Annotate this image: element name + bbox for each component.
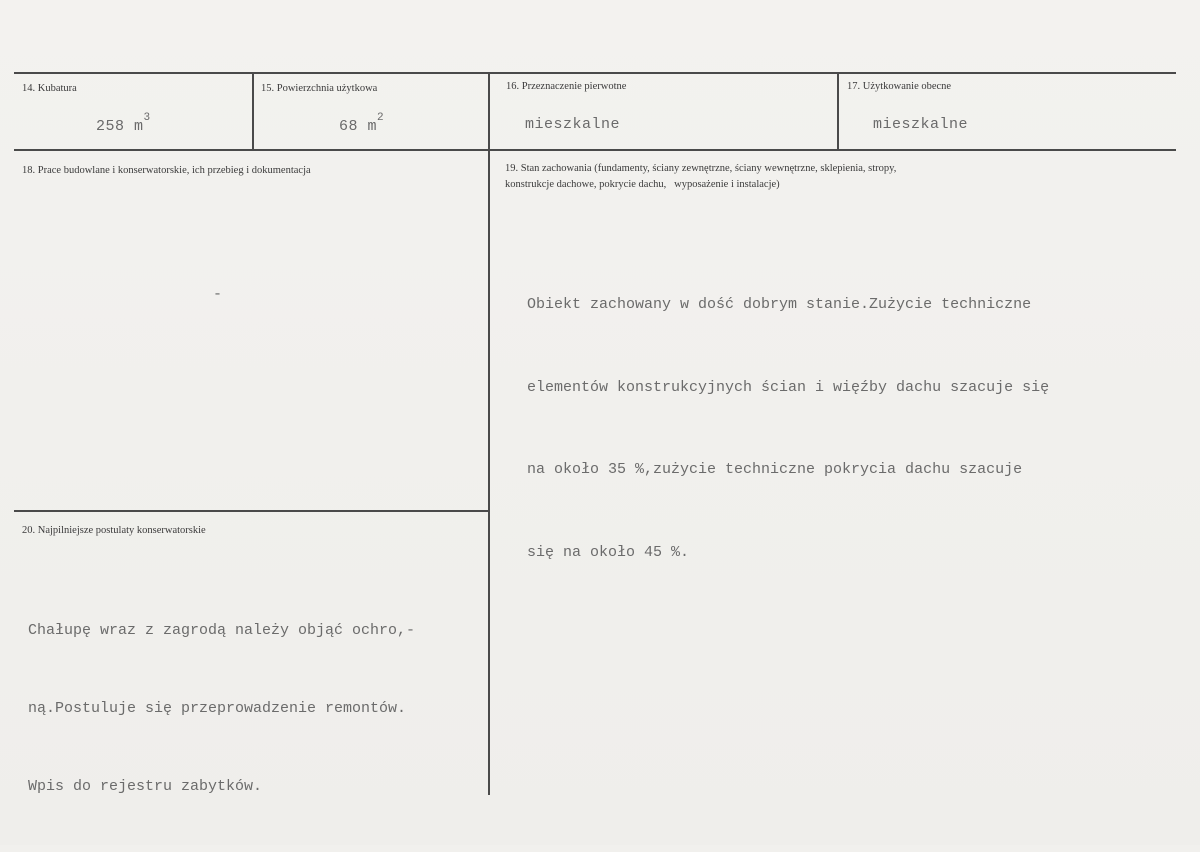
main-vertical-rule [488,74,490,795]
field-15-label: 15. Powierzchnia użytkowa [261,83,378,94]
field-17-label: 17. Użytkowanie obecne [847,81,952,92]
vline-16-17 [837,74,839,149]
mid-left-rule [14,510,488,512]
field-16-value: mieszkalne [525,116,621,133]
field-20-line: Wpis do rejestru zabytków. [28,778,263,795]
field-19-label-line1: 19. Stan zachowania (fundamenty, ściany zewnętrzne, ściany wewnętrzne, sklepienia, stropy, [505,163,897,174]
vline-14-15 [252,74,254,149]
field-15-value [339,112,385,135]
field-14-unit-exponent: 3 [143,112,151,124]
field-20-line: Chałupę wraz z zagrodą należy objąć ochro,- [28,622,416,639]
field-14-label: 14. Kubatura [22,83,77,94]
top-rule [14,72,1176,74]
field-20-line: ną.Postuluje się przeprowadzenie remontów. [28,700,407,717]
field-19-text [527,236,1049,621]
field-15-unit-exponent: 2 [377,112,385,124]
field-15-value-text: 68 m [339,118,378,135]
field-18-label: 18. Prace budowlane i konserwatorskie, ich przebieg i dokumentacja [22,165,311,176]
field-19-line: na około 35 %,zużycie techniczne pokrycia dachu szacuje [527,461,1023,478]
field-19-line: się na około 45 %. [527,543,690,561]
field-20-text [28,566,415,852]
row1-rule [14,149,1176,151]
field-19-label-line2: konstrukcje dachowe, pokrycie dachu, wyposażenie i instalacje) [505,179,780,190]
field-19-line: Obiekt zachowany w dość dobrym stanie.Zużycie techniczne [527,296,1032,313]
field-17-value: mieszkalne [873,116,969,133]
field-19-line: elementów konstrukcyjnych ścian i więźby dachu szacuje się [527,378,1050,396]
field-14-value-text: 258 m [96,118,144,135]
field-16-label: 16. Przeznaczenie pierwotne [506,81,627,92]
field-14-value [96,112,151,135]
field-18-value: - [213,286,223,303]
field-20-label: 20. Najpilniejsze postulaty konserwatorskie [22,525,206,536]
